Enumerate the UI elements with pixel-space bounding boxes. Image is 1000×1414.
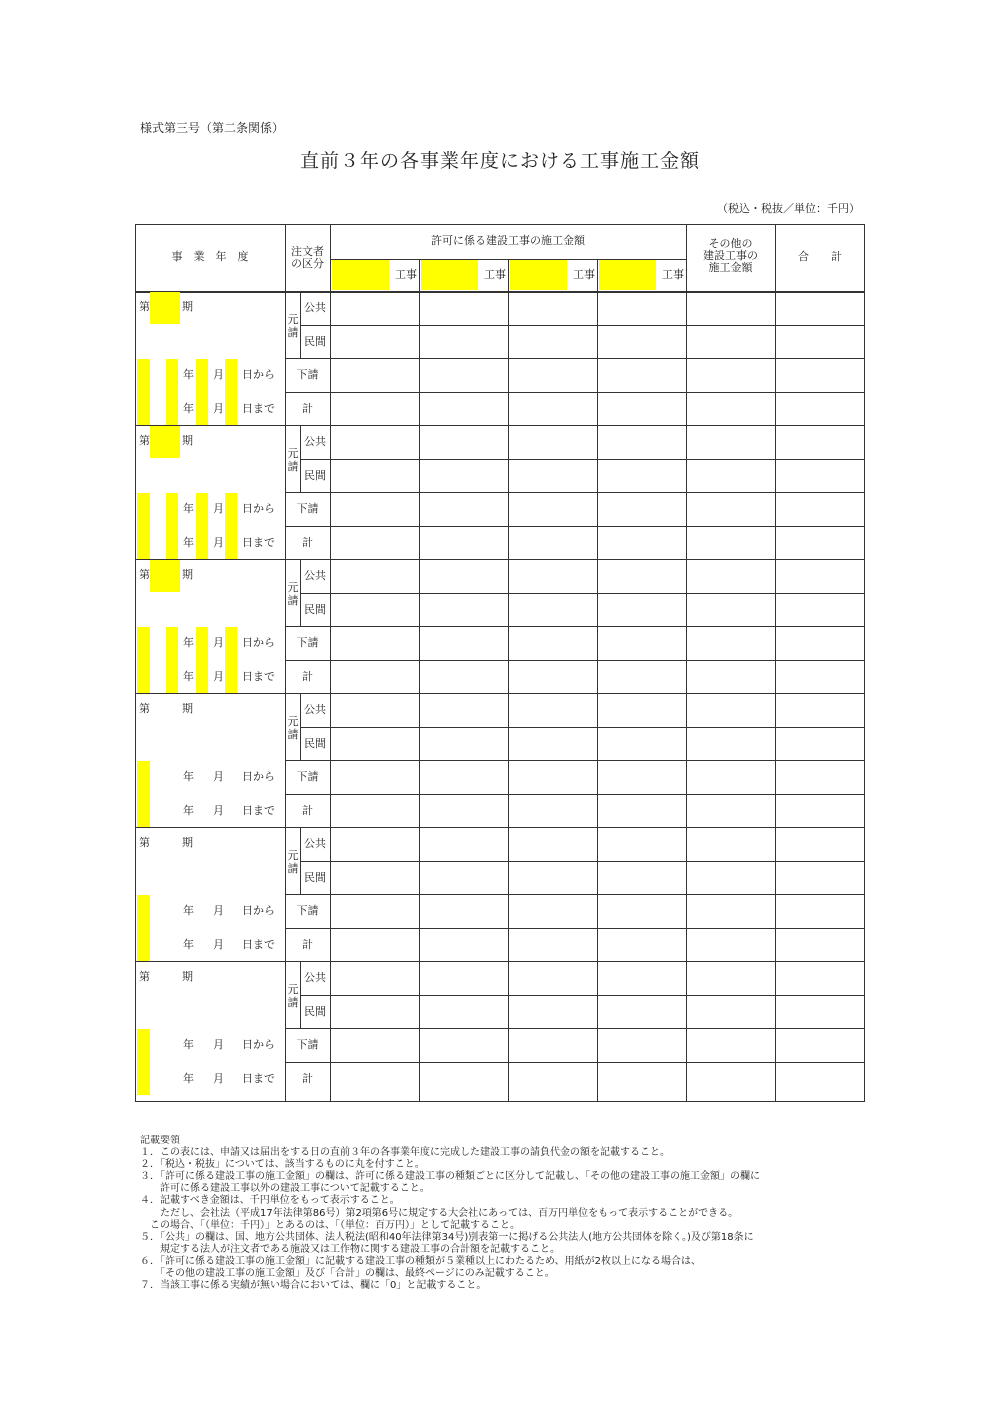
grid-line — [285, 626, 865, 627]
year-label: 年 — [183, 535, 194, 549]
period-dai: 第 — [139, 434, 150, 447]
notes-line: １．この表には、申請又は届出をする日の直前３年の各事業年度に完成した建設工事の請負代金の額を記載すること。 — [140, 1147, 670, 1159]
grid-line — [864, 224, 865, 1101]
grid-line — [285, 928, 865, 929]
grid-line — [135, 559, 865, 560]
year-label: 年 — [183, 1071, 194, 1085]
grid-line — [285, 1062, 865, 1063]
motouke-char: 元 — [287, 581, 299, 594]
row-sum: 計 — [302, 1071, 313, 1085]
period-ki: 期 — [182, 970, 193, 983]
row-public: 公共 — [304, 703, 326, 716]
row-private: 民間 — [304, 602, 326, 616]
notes-line: ２．「税込・税抜」については、該当するものに丸を付すこと。 — [140, 1159, 425, 1171]
grid-line — [300, 593, 865, 594]
grid-line — [285, 358, 865, 359]
month-label: 月 — [213, 1038, 224, 1051]
highlight-box — [225, 359, 237, 425]
period-ki: 期 — [182, 434, 193, 447]
highlight-box — [166, 493, 178, 559]
highlight-box — [150, 560, 180, 592]
highlight-box — [421, 260, 478, 290]
form-number: 様式第三号（第二条関係） — [140, 121, 285, 135]
row-private: 民間 — [304, 870, 326, 884]
grid-line — [285, 760, 865, 761]
header-other-line: 建設工事の — [703, 249, 758, 262]
header-business-year: 事 業 年 度 — [171, 250, 249, 263]
header-work-type-2: 工事 — [484, 268, 506, 281]
instructions-notes — [140, 1135, 865, 1292]
row-sum: 計 — [302, 803, 313, 817]
row-sum: 計 — [302, 669, 313, 683]
month-label: 月 — [213, 937, 224, 951]
highlight-box — [599, 260, 656, 290]
from-label: 日から — [242, 368, 275, 381]
grid-line — [285, 224, 286, 1101]
grid-line — [686, 224, 687, 1101]
row-public: 公共 — [304, 569, 326, 582]
highlight-box — [137, 1029, 150, 1095]
notes-line: 規定する法人が注文者である施設又は工作物に関する建設工事の合計額を記載すること。 — [140, 1243, 560, 1255]
motouke-char: 元 — [287, 313, 299, 326]
period-dai: 第 — [139, 568, 150, 581]
year-label: 年 — [183, 401, 194, 415]
grid-line — [330, 259, 686, 260]
motouke-char: 元 — [287, 849, 299, 862]
month-label: 月 — [213, 502, 224, 515]
year-label: 年 — [183, 636, 194, 649]
header-permitted-amount: 許可に係る建設工事の施工金額 — [431, 234, 585, 247]
highlight-box — [137, 627, 150, 693]
motouke-char: 請 — [287, 460, 299, 473]
period-ki: 期 — [182, 702, 193, 715]
motouke-label — [286, 983, 300, 1009]
header-total: 合 計 — [798, 250, 842, 263]
header-orderer-line: の区分 — [291, 257, 324, 270]
year-label: 年 — [183, 368, 194, 381]
grid-line — [300, 459, 865, 460]
month-label: 月 — [213, 535, 224, 549]
highlight-box — [225, 493, 237, 559]
highlight-box — [166, 359, 178, 425]
period-ki: 期 — [182, 568, 193, 581]
to-label: 日まで — [242, 937, 275, 951]
header-other-amount — [686, 238, 775, 274]
row-private: 民間 — [304, 334, 326, 348]
grid-line — [285, 526, 865, 527]
row-sum: 計 — [302, 535, 313, 549]
notes-line: 許可に係る建設工事以外の建設工事について記載すること。 — [140, 1183, 430, 1195]
row-private: 民間 — [304, 736, 326, 750]
highlight-box — [137, 359, 150, 425]
grid-line — [419, 259, 420, 1101]
motouke-char: 請 — [287, 594, 299, 607]
row-subcontract: 下請 — [296, 368, 319, 381]
notes-line: ６．「許可に係る建設工事の施工金額」に記載する建設工事の種類が５業種以上にわたるため、用紙が2枚以上になる場合は、 — [140, 1255, 701, 1267]
row-public: 公共 — [304, 301, 326, 314]
grid-line — [135, 827, 865, 828]
grid-line — [135, 1101, 865, 1102]
construction-amount-table — [135, 224, 865, 1101]
grid-line — [135, 425, 865, 426]
to-label: 日まで — [242, 803, 275, 817]
row-public: 公共 — [304, 837, 326, 850]
motouke-char: 元 — [287, 983, 299, 996]
grid-line — [285, 1028, 865, 1029]
highlight-box — [137, 761, 150, 827]
header-orderer-category — [285, 246, 330, 270]
month-label: 月 — [213, 669, 224, 683]
header-other-line: 施工金額 — [708, 261, 753, 274]
month-label: 月 — [213, 770, 224, 783]
header-orderer-line: 注文者 — [291, 245, 324, 258]
motouke-char: 請 — [287, 996, 299, 1009]
row-subcontract: 下請 — [296, 636, 319, 649]
from-label: 日から — [242, 1038, 275, 1051]
month-label: 月 — [213, 368, 224, 381]
grid-line — [135, 693, 865, 694]
period-ki: 期 — [182, 300, 193, 313]
motouke-char: 元 — [287, 447, 299, 460]
motouke-char: 元 — [287, 715, 299, 728]
grid-line — [285, 794, 865, 795]
year-label: 年 — [183, 803, 194, 817]
motouke-char: 請 — [287, 728, 299, 741]
grid-line — [135, 224, 136, 1101]
motouke-label — [286, 581, 300, 607]
month-label: 月 — [213, 636, 224, 649]
highlight-box — [150, 426, 180, 458]
month-label: 月 — [213, 1071, 224, 1085]
motouke-label — [286, 447, 300, 473]
motouke-label — [286, 313, 300, 339]
to-label: 日まで — [242, 535, 275, 549]
year-label: 年 — [183, 502, 194, 515]
period-dai: 第 — [139, 702, 150, 715]
highlight-box — [166, 627, 178, 693]
month-label: 月 — [213, 803, 224, 817]
to-label: 日まで — [242, 1071, 275, 1085]
grid-line — [285, 660, 865, 661]
row-public: 公共 — [304, 435, 326, 448]
grid-line — [135, 961, 865, 962]
row-private: 民間 — [304, 468, 326, 482]
notes-line: ７．当該工事に係る実績が無い場合においては、欄に「0」と記載すること。 — [140, 1280, 487, 1292]
row-sum: 計 — [302, 401, 313, 415]
highlight-box — [332, 260, 389, 290]
highlight-box — [196, 493, 208, 559]
row-subcontract: 下請 — [296, 502, 319, 515]
notes-line: ３．「許可に係る建設工事の施工金額」の欄は、許可に係る建設工事の種類ごとに区分して記載し、「その他の建設工事の施工金額」の欄に — [140, 1171, 760, 1183]
highlight-box — [510, 260, 567, 290]
grid-line — [300, 995, 865, 996]
motouke-char: 請 — [287, 326, 299, 339]
period-dai: 第 — [139, 300, 150, 313]
motouke-label — [286, 715, 300, 741]
grid-line — [135, 224, 865, 225]
period-ki: 期 — [182, 836, 193, 849]
year-label: 年 — [183, 904, 194, 917]
header-work-type-1: 工事 — [395, 268, 417, 281]
row-subcontract: 下請 — [296, 770, 319, 783]
year-label: 年 — [183, 1038, 194, 1051]
to-label: 日まで — [242, 401, 275, 415]
highlight-box — [225, 627, 237, 693]
grid-line — [330, 224, 331, 1101]
notes-line: ただし、会社法（平成17年法律第86号）第2項第6号に規定する大会社にあっては、百万円単位をもって表示することができる。 — [140, 1207, 739, 1219]
grid-line — [135, 291, 865, 293]
header-other-line: その他の — [708, 237, 753, 250]
highlight-box — [196, 627, 208, 693]
grid-line — [285, 894, 865, 895]
from-label: 日から — [242, 502, 275, 515]
header-work-type-3: 工事 — [573, 268, 595, 281]
motouke-char: 請 — [287, 862, 299, 875]
row-public: 公共 — [304, 971, 326, 984]
month-label: 月 — [213, 904, 224, 917]
from-label: 日から — [242, 904, 275, 917]
tax-unit-note: （税込・税抜／単位：千円） — [717, 202, 860, 215]
year-label: 年 — [183, 937, 194, 951]
row-sum: 計 — [302, 937, 313, 951]
from-label: 日から — [242, 770, 275, 783]
grid-line — [508, 259, 509, 1101]
page-title: 直前３年の各事業年度における工事施工金額 — [299, 150, 700, 172]
highlight-box — [137, 493, 150, 559]
notes-line: ４．記載すべき金額は、千円単位をもって表示すること。 — [140, 1195, 400, 1207]
notes-heading: 記載要領 — [140, 1135, 180, 1146]
notes-line: 「その他の建設工事の施工金額」及び「合計」の欄は、最終ページにのみ記載すること。 — [140, 1268, 555, 1280]
row-subcontract: 下請 — [296, 904, 319, 917]
header-work-type-4: 工事 — [662, 268, 684, 281]
from-label: 日から — [242, 636, 275, 649]
notes-line: ５．「公共」の欄は、国、地方公共団体、法人税法(昭和40年法律第34号)別表第一に掲げる公共法人(地方公共団体を除く。)及び第18条に — [140, 1231, 754, 1243]
grid-line — [285, 392, 865, 393]
grid-line — [285, 492, 865, 493]
year-label: 年 — [183, 669, 194, 683]
grid-line — [775, 224, 776, 1101]
period-dai: 第 — [139, 970, 150, 983]
row-private: 民間 — [304, 1004, 326, 1018]
year-label: 年 — [183, 770, 194, 783]
motouke-label — [286, 849, 300, 875]
month-label: 月 — [213, 401, 224, 415]
grid-line — [300, 325, 865, 326]
to-label: 日まで — [242, 669, 275, 683]
row-subcontract: 下請 — [296, 1038, 319, 1051]
highlight-box — [150, 292, 180, 324]
grid-line — [300, 861, 865, 862]
notes-line: この場合、「（単位：千円）」とあるのは、「（単位：百万円）」として記載すること。 — [140, 1219, 520, 1231]
highlight-box — [196, 359, 208, 425]
highlight-box — [137, 895, 150, 961]
grid-line — [300, 727, 865, 728]
period-dai: 第 — [139, 836, 150, 849]
grid-line — [597, 259, 598, 1101]
